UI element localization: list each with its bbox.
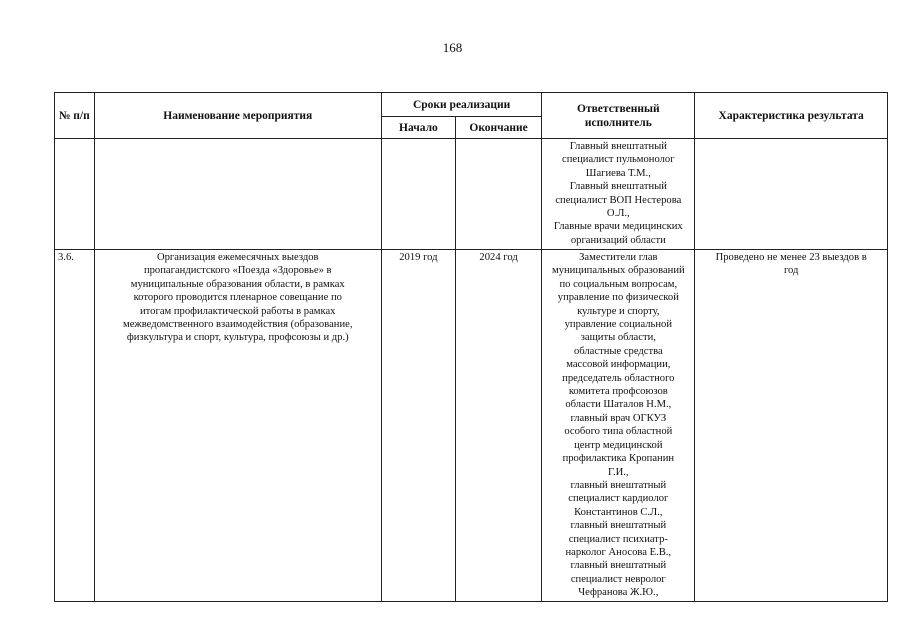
- text-line: главный внештатный: [570, 560, 667, 572]
- text-line: управление социальной: [564, 319, 673, 331]
- events-table: [54, 92, 888, 602]
- text-line: председатель областного: [562, 372, 675, 384]
- text-line: культуре и спорту,: [577, 305, 660, 317]
- text-line: управление по физической: [557, 292, 679, 304]
- cell-responsible: [542, 139, 695, 250]
- text-line: Главные врачи медицинских: [553, 221, 683, 233]
- cell-end: 2024 год: [455, 250, 541, 602]
- text-line: области Шаталов Н.М.,: [565, 399, 672, 411]
- text-line: год: [783, 265, 799, 277]
- text-line: областные средства: [573, 345, 663, 357]
- text-line: главный внештатный: [570, 520, 667, 532]
- page-number: 168: [442, 40, 463, 55]
- cell-name: [94, 139, 381, 250]
- text-line: специалист пульмонолог: [562, 154, 675, 166]
- text-line: специалист психиатр-: [568, 533, 668, 545]
- text-line: особого типа областной: [564, 426, 673, 438]
- text-line: муниципальных образований: [551, 265, 685, 277]
- cell-end: [455, 139, 541, 250]
- text-line: специалист невролог: [570, 573, 666, 585]
- text-line: специалист кардиолог: [568, 493, 669, 505]
- cell-result: [695, 250, 888, 602]
- text-line: Главный внештатный: [569, 141, 667, 152]
- text-line: которого проводится пленарное совещание по: [133, 292, 342, 304]
- text-line: итогам профилактической работы в рамках: [140, 305, 336, 317]
- text-line: массовой информации,: [566, 359, 671, 371]
- text-line: Проведено не менее 23 выездов в: [715, 252, 867, 263]
- header-name: Наименование мероприятия: [94, 93, 381, 139]
- text-line: физкультура и спорт, культура, профсоюзы и др.): [126, 332, 349, 344]
- header-responsible: Ответственный исполнитель: [542, 93, 695, 139]
- text-line: защиты области,: [580, 332, 656, 344]
- text-line: Константинов С.Л.,: [574, 506, 663, 518]
- text-line: пропагандистского «Поезда «Здоровье» в: [143, 265, 332, 277]
- cell-start: [381, 139, 455, 250]
- text-line: комитета профсоюзов: [568, 386, 668, 398]
- cell-name: [94, 250, 381, 602]
- cell-num: [55, 139, 95, 250]
- header-result: Характеристика результата: [695, 93, 888, 139]
- text-line: Организация ежемесячных выездов: [156, 252, 319, 263]
- text-line: профилактика Кропанин: [562, 453, 675, 465]
- header-num: № п/п: [55, 93, 95, 139]
- text-line: организаций области: [570, 234, 666, 246]
- text-line: специалист ВОП Нестерова: [555, 194, 682, 206]
- text-line: муниципальные образования области, в рамках: [130, 278, 345, 290]
- text-line: О.Л.,: [606, 208, 630, 220]
- text-line: Главный внештатный: [569, 181, 667, 193]
- cell-start: 2019 год: [381, 250, 455, 602]
- text-line: центр медицинской: [574, 439, 663, 451]
- cell-responsible: [542, 250, 695, 602]
- header-terms: Сроки реализации: [381, 93, 541, 117]
- text-line: Шагиева Т.М.,: [585, 167, 651, 179]
- text-line: нарколог Аносова Е.В.,: [565, 546, 672, 558]
- text-line: главный врач ОГКУЗ: [570, 412, 667, 424]
- text-line: Заместители глав: [579, 252, 658, 263]
- text-line: межведомственного взаимодействия (образование,: [123, 319, 353, 331]
- cell-result: [695, 139, 888, 250]
- cell-num: 3.6.: [55, 250, 95, 602]
- table-row: [55, 139, 888, 250]
- text-line: главный внештатный: [570, 479, 667, 491]
- header-start: Начало: [381, 117, 455, 139]
- text-line: по социальным вопросам,: [559, 278, 678, 290]
- table-row: [55, 250, 888, 602]
- header-end: Окончание: [455, 117, 541, 139]
- text-line: Чефранова Ж.Ю.,: [578, 587, 659, 599]
- text-line: Г.И.,: [608, 466, 629, 478]
